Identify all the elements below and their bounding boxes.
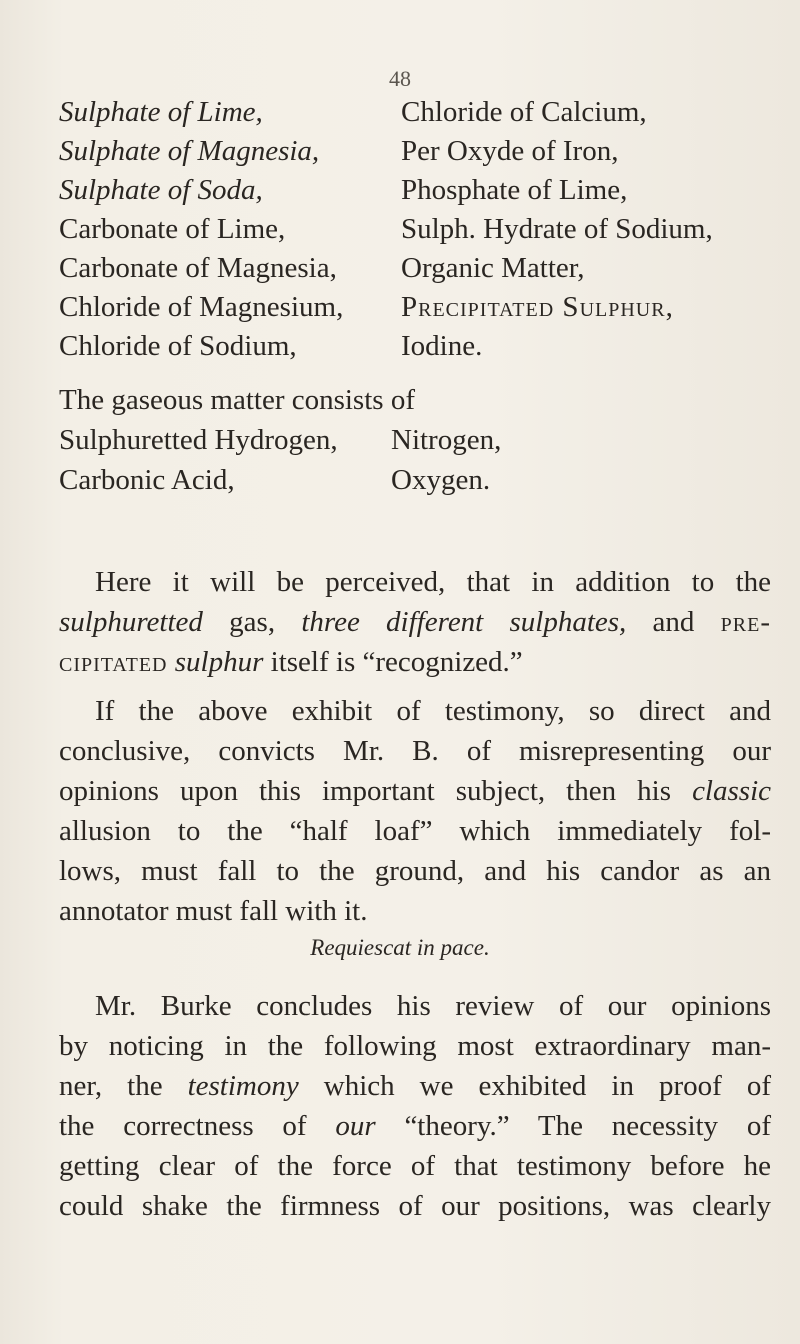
text-line <box>59 1106 771 1146</box>
smallcaps-text: cipitated <box>59 646 168 678</box>
text-span: opinions upon this important subject, then his <box>59 775 693 807</box>
gas-left: Sulphuretted Hydrogen, <box>59 424 338 456</box>
gaseous-intro-text: The gaseous matter consists of <box>59 384 415 416</box>
text-line <box>59 771 771 811</box>
text-line: by noticing in the following most extraordinary man- <box>59 1030 771 1062</box>
compound-left: Sulphate of Soda, <box>59 174 263 206</box>
compound-row <box>59 287 771 326</box>
compound-right: Sulph. Hydrate of Sodium, <box>401 213 713 245</box>
compound-right: Iodine. <box>401 330 483 362</box>
compound-row <box>59 170 771 209</box>
gaseous-intro <box>59 380 771 420</box>
compound-right: Organic Matter, <box>401 252 585 284</box>
text-span: which we exhibited in proof of <box>298 1070 771 1102</box>
text-line: allusion to the “half loaf” which immediately fol- <box>59 815 771 847</box>
text-line: could shake the firmness of our positions, was clearly <box>59 1190 771 1222</box>
italic-text: classic <box>692 775 771 807</box>
compound-left: Sulphate of Lime, <box>59 96 263 128</box>
italic-text: sulphuretted <box>59 606 203 638</box>
compound-right: Per Oxyde of Iron, <box>401 135 619 167</box>
compound-right: Phosphate of Lime, <box>401 174 628 206</box>
text-line: If the above exhibit of testimony, so direct and <box>95 695 771 727</box>
paragraph-exhibit <box>59 691 771 931</box>
text-span: ner, the <box>59 1070 188 1102</box>
compound-list <box>59 92 771 365</box>
compound-left: Carbonate of Lime, <box>59 213 286 245</box>
text-span: and <box>626 606 721 638</box>
paragraph-perceived <box>59 562 771 682</box>
italic-text: sulphur <box>174 646 264 678</box>
gas-row <box>59 460 771 500</box>
italic-text: three different sulphates, <box>301 606 627 638</box>
gas-right: Nitrogen, <box>391 424 502 456</box>
compound-row <box>59 92 771 131</box>
compound-left: Carbonate of Magnesia, <box>59 252 337 284</box>
italic-text: our <box>335 1110 376 1142</box>
gas-row <box>59 420 771 460</box>
text-line: Here it will be perceived, that in addition to the <box>95 566 771 598</box>
compound-right: Chloride of Calcium, <box>401 96 647 128</box>
requiescat-line: Requiescat in pace. <box>310 935 490 960</box>
text-span <box>168 646 175 678</box>
smallcaps-text: pre- <box>720 606 771 638</box>
text-line: conclusive, convicts Mr. B. of misrepresenting our <box>59 735 771 767</box>
gaseous-matter-section <box>59 380 771 500</box>
text-span: the correctness of <box>59 1110 336 1142</box>
text-line: annotator must fall with it. <box>59 895 368 927</box>
text-span: itself is “recognized.” <box>263 646 523 678</box>
text-span: gas, <box>202 606 302 638</box>
compound-row <box>59 209 771 248</box>
text-line: Mr. Burke concludes his review of our opinions <box>95 990 771 1022</box>
text-line <box>59 1066 771 1106</box>
gas-left: Carbonic Acid, <box>59 464 235 496</box>
compound-row <box>59 131 771 170</box>
text-span: “theory.” The necessity of <box>375 1110 771 1142</box>
compound-left: Chloride of Sodium, <box>59 330 297 362</box>
compound-left: Chloride of Magnesium, <box>59 291 344 323</box>
text-line: lows, must fall to the ground, and his candor as an <box>59 855 771 887</box>
text-line <box>59 642 771 682</box>
paragraph-burke <box>59 986 771 1226</box>
compound-row <box>59 248 771 287</box>
italic-text: testimony <box>187 1070 299 1102</box>
page-number: 48 <box>389 66 411 91</box>
compound-right: Precipitated Sulphur, <box>401 291 674 323</box>
compound-left: Sulphate of Magnesia, <box>59 135 320 167</box>
gas-right: Oxygen. <box>391 464 491 496</box>
text-line: getting clear of the force of that testimony before he <box>59 1150 771 1182</box>
text-line <box>59 602 771 642</box>
compound-row <box>59 326 771 365</box>
